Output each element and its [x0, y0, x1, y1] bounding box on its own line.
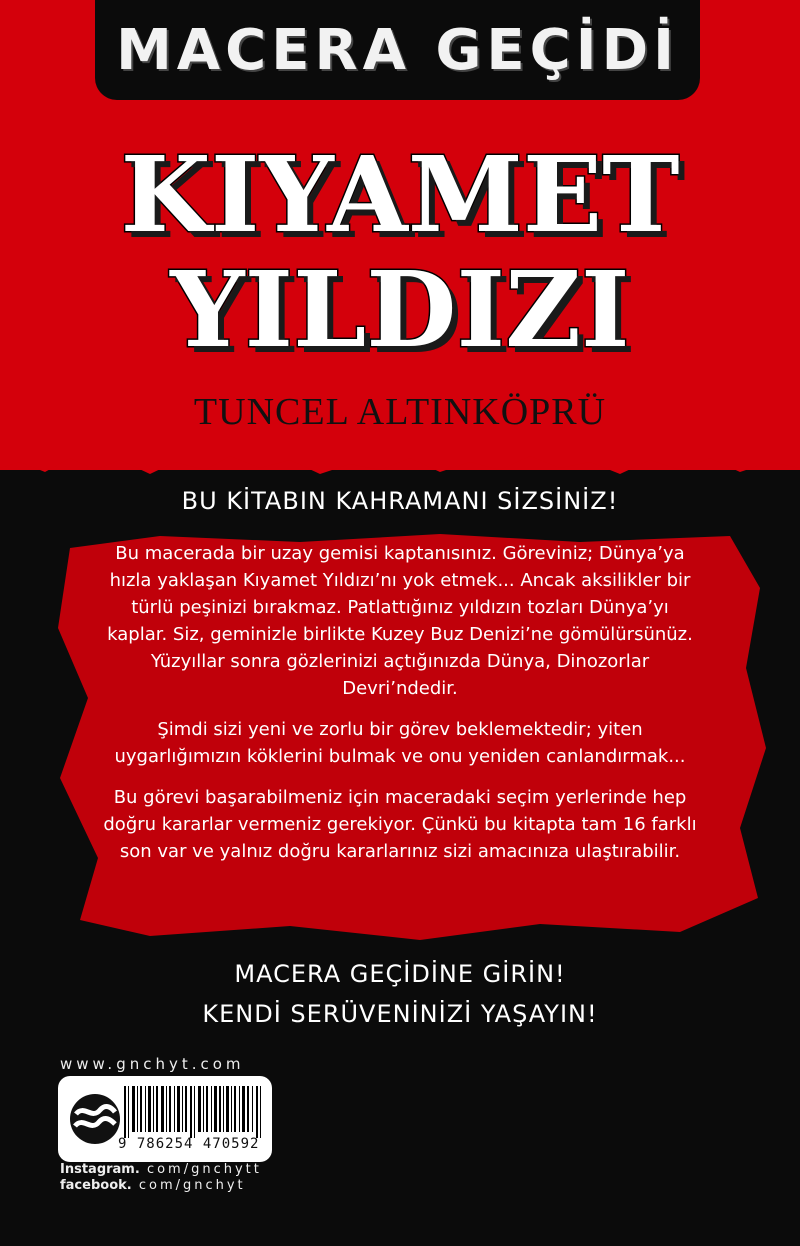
blurb-paragraph-3: Bu görevi başarabilmeniz için maceradaki seçim yerlerinde hep doğru kararlar vermeniz gerekiyor. Çünkü bu kitapta tam 16 farklı son var ve yalnız doğru kararlarınız sizi amacınıza ulaştırabilir. [103, 787, 697, 862]
facebook-label: facebook. [60, 1178, 132, 1193]
website-url[interactable]: www.gnchyt.com [60, 1055, 245, 1073]
book-title-line2: YILDIZI [170, 248, 630, 371]
facebook-link[interactable] [60, 1178, 246, 1193]
blurb-text [100, 540, 700, 879]
instagram-path: com/gnchytt [146, 1162, 262, 1177]
series-banner [95, 0, 700, 100]
wave-logo-icon [68, 1090, 122, 1148]
barcode-card [58, 1076, 272, 1162]
instagram-link[interactable] [60, 1162, 262, 1177]
author-name: TUNCEL ALTINKÖPRÜ [193, 391, 607, 433]
barcode [124, 1086, 264, 1138]
blurb-paragraph-2: Şimdi sizi yeni ve zorlu bir görev beklemektedir; yiten uygarlığımızın köklerini bulmak ve onu yeniden canlandırmak... [114, 719, 686, 767]
torn-edge [0, 440, 800, 490]
instagram-label: Instagram. [60, 1162, 140, 1177]
isbn-number: 9 786254 470592 [118, 1136, 260, 1152]
facebook-path: com/gnchyt [138, 1178, 246, 1193]
call-to-action-line1: MACERA GEÇİDİNE GİRİN! [234, 960, 566, 988]
book-title-line1: KIYAMET [120, 133, 680, 256]
series-title: MACERA GEÇİDİ [116, 17, 679, 83]
tagline: BU KİTABIN KAHRAMANI SİZSİNİZ! [181, 487, 619, 515]
blurb-paragraph-1: Bu macerada bir uzay gemisi kaptanısınız. Göreviniz; Dünya’ya hızla yaklaşan Kıyamet Yıldızı’nı yok etmek... Ancak aksilikler bir türlü peşinizi bırakmaz. Patlattığınız yıldızın tozları Dünya’yı kaplar. Siz, geminizle birlikte Kuzey Buz Denizi’ne gömülürsünüz. Yüzyıllar sonra gözlerinizi açtığınızda Dünya, Dinozorlar Devri’ndedir. [107, 543, 693, 699]
call-to-action-line2: KENDİ SERÜVENİNİZİ YAŞAYIN! [202, 1000, 598, 1028]
